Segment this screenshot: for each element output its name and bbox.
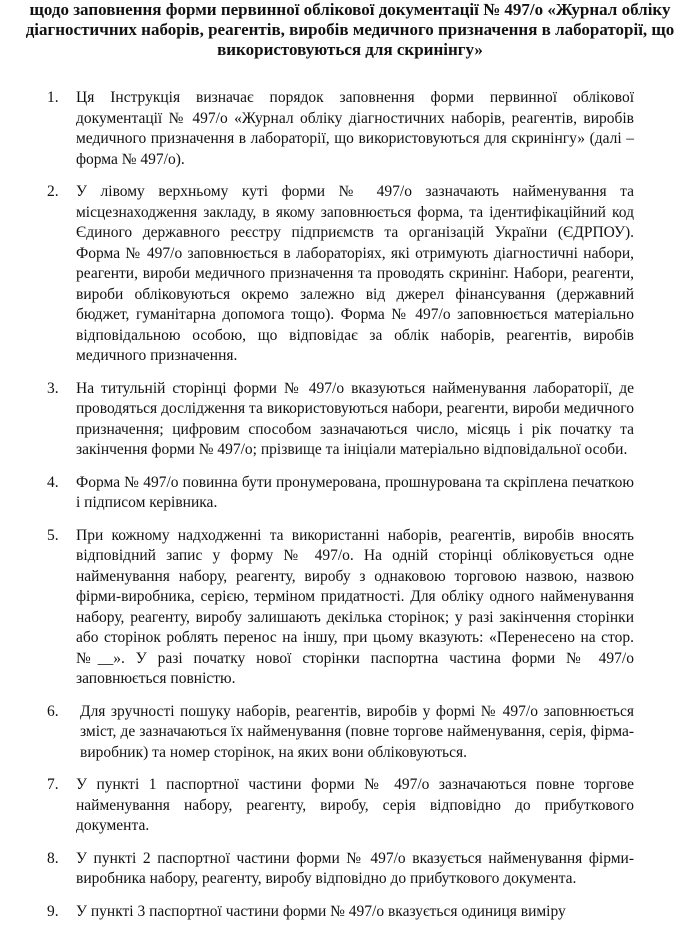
item-text: У пункті 2 паспортної частини форми № 497/о вказується найменування фірми-виробника набору, реагенту, виробу відповідно до прибуткового документа.	[76, 849, 634, 887]
item-number: 3.	[47, 379, 59, 397]
item-number: 9.	[47, 902, 59, 920]
item-number: 1.	[47, 89, 59, 106]
item-text: При кожному надходженні та використанні наборів, реагентів, виробів вносять відповідний запис у форму № 497/о. На одній сторінці обліковується одне найменування набору, реагенту, виробу з однаковою торговою назвою, назвою фірми-виробника, серією, терміном придатності. Для обліку одного найменування набору, реагенту, виробу залишають декілька сторінок; у разі закінчення сторінки або сторінок роблять перенос на іншу, при цьому вказують: «Перенесено на стор. №__». У разі початку нової сторінки паспортна частина форми № 497/о заповнюється повністю.	[76, 526, 634, 687]
list-item	[0, 182, 700, 367]
item-number: 8.	[47, 849, 59, 867]
item-text: Для зручності пошуку наборів, реагентів, виробів у формі № 497/о заповнюється зміст, де зазначаються їх найменування (повне торгове найменування, серія, фірма-виробник) та номер сторінок, на яких вони обліковуються.	[80, 702, 634, 761]
item-number: 2.	[47, 183, 59, 200]
item-text: У пункті 3 паспортної частини форми № 497/о вказується одиниця виміру	[76, 902, 566, 920]
item-text: Ця Інструкція визначає порядок заповнення форми первинної облікової документації № 497/о «Журнал обліку діагностичних наборів, реагентів, виробів медичного призначення в лабораторії, що використовуються для скринінгу» (далі – форма № 497/о).	[76, 89, 634, 168]
list-item	[0, 702, 700, 764]
list-item	[0, 379, 700, 461]
list-item	[0, 526, 700, 690]
item-text: Форма № 497/о повинна бути пронумерована, прошнурована та скріплена печаткою і підписом керівника.	[76, 473, 634, 511]
list-item	[0, 88, 700, 170]
item-number: 6.	[47, 702, 59, 720]
document-heading: щодо заповнення форми первинної облікової документації № 497/о «Журнал обліку діагностичних наборів, реагентів, виробів медичного призначення в лабораторії, що використовуються для скринінгу»	[25, 0, 675, 59]
instruction-list	[0, 88, 700, 934]
item-text: У лівому верхньому куті форми № 497/о зазначають найменування та місцезнаходження закладу, в якому заповнюється форма, та ідентифікаційний код Єдиного державного реєстру підприємств та організацій України (ЄДРПОУ). Форма № 497/о заповнюється в лабораторіях, які отримують діагностичні набори, реагенти, вироби медичного призначення та проводять скринінг. Набори, реагенти, вироби обліковуються окремо залежно від джерел фінансування (державний бюджет, гуманітарна допомога тощо). Форма № 497/о заповнюється матеріально відповідальною особою, що відповідає за облік наборів, реагентів, виробів медичного призначення.	[76, 183, 634, 364]
item-text: У пункті 1 паспортної частини форми № 497/о зазначаються повне торгове найменування набору, реагенту, виробу, серія відповідно до прибуткового документа.	[76, 776, 634, 834]
item-text: На титульній сторінці форми № 497/о вказуються найменування лабораторії, де проводяться дослідження та використовуються набори, реагенти, вироби медичного призначення; цифровим способом зазначаються число, місяць і рік початку та закінчення форми № 497/о; прізвище та ініціали матеріально відповідальної особи.	[76, 379, 634, 458]
item-number: 5.	[47, 526, 59, 544]
item-number: 7.	[47, 776, 59, 793]
list-item	[0, 849, 700, 890]
list-item	[0, 473, 700, 514]
item-number: 4.	[47, 473, 59, 491]
list-item	[0, 775, 700, 837]
list-item	[0, 902, 700, 923]
